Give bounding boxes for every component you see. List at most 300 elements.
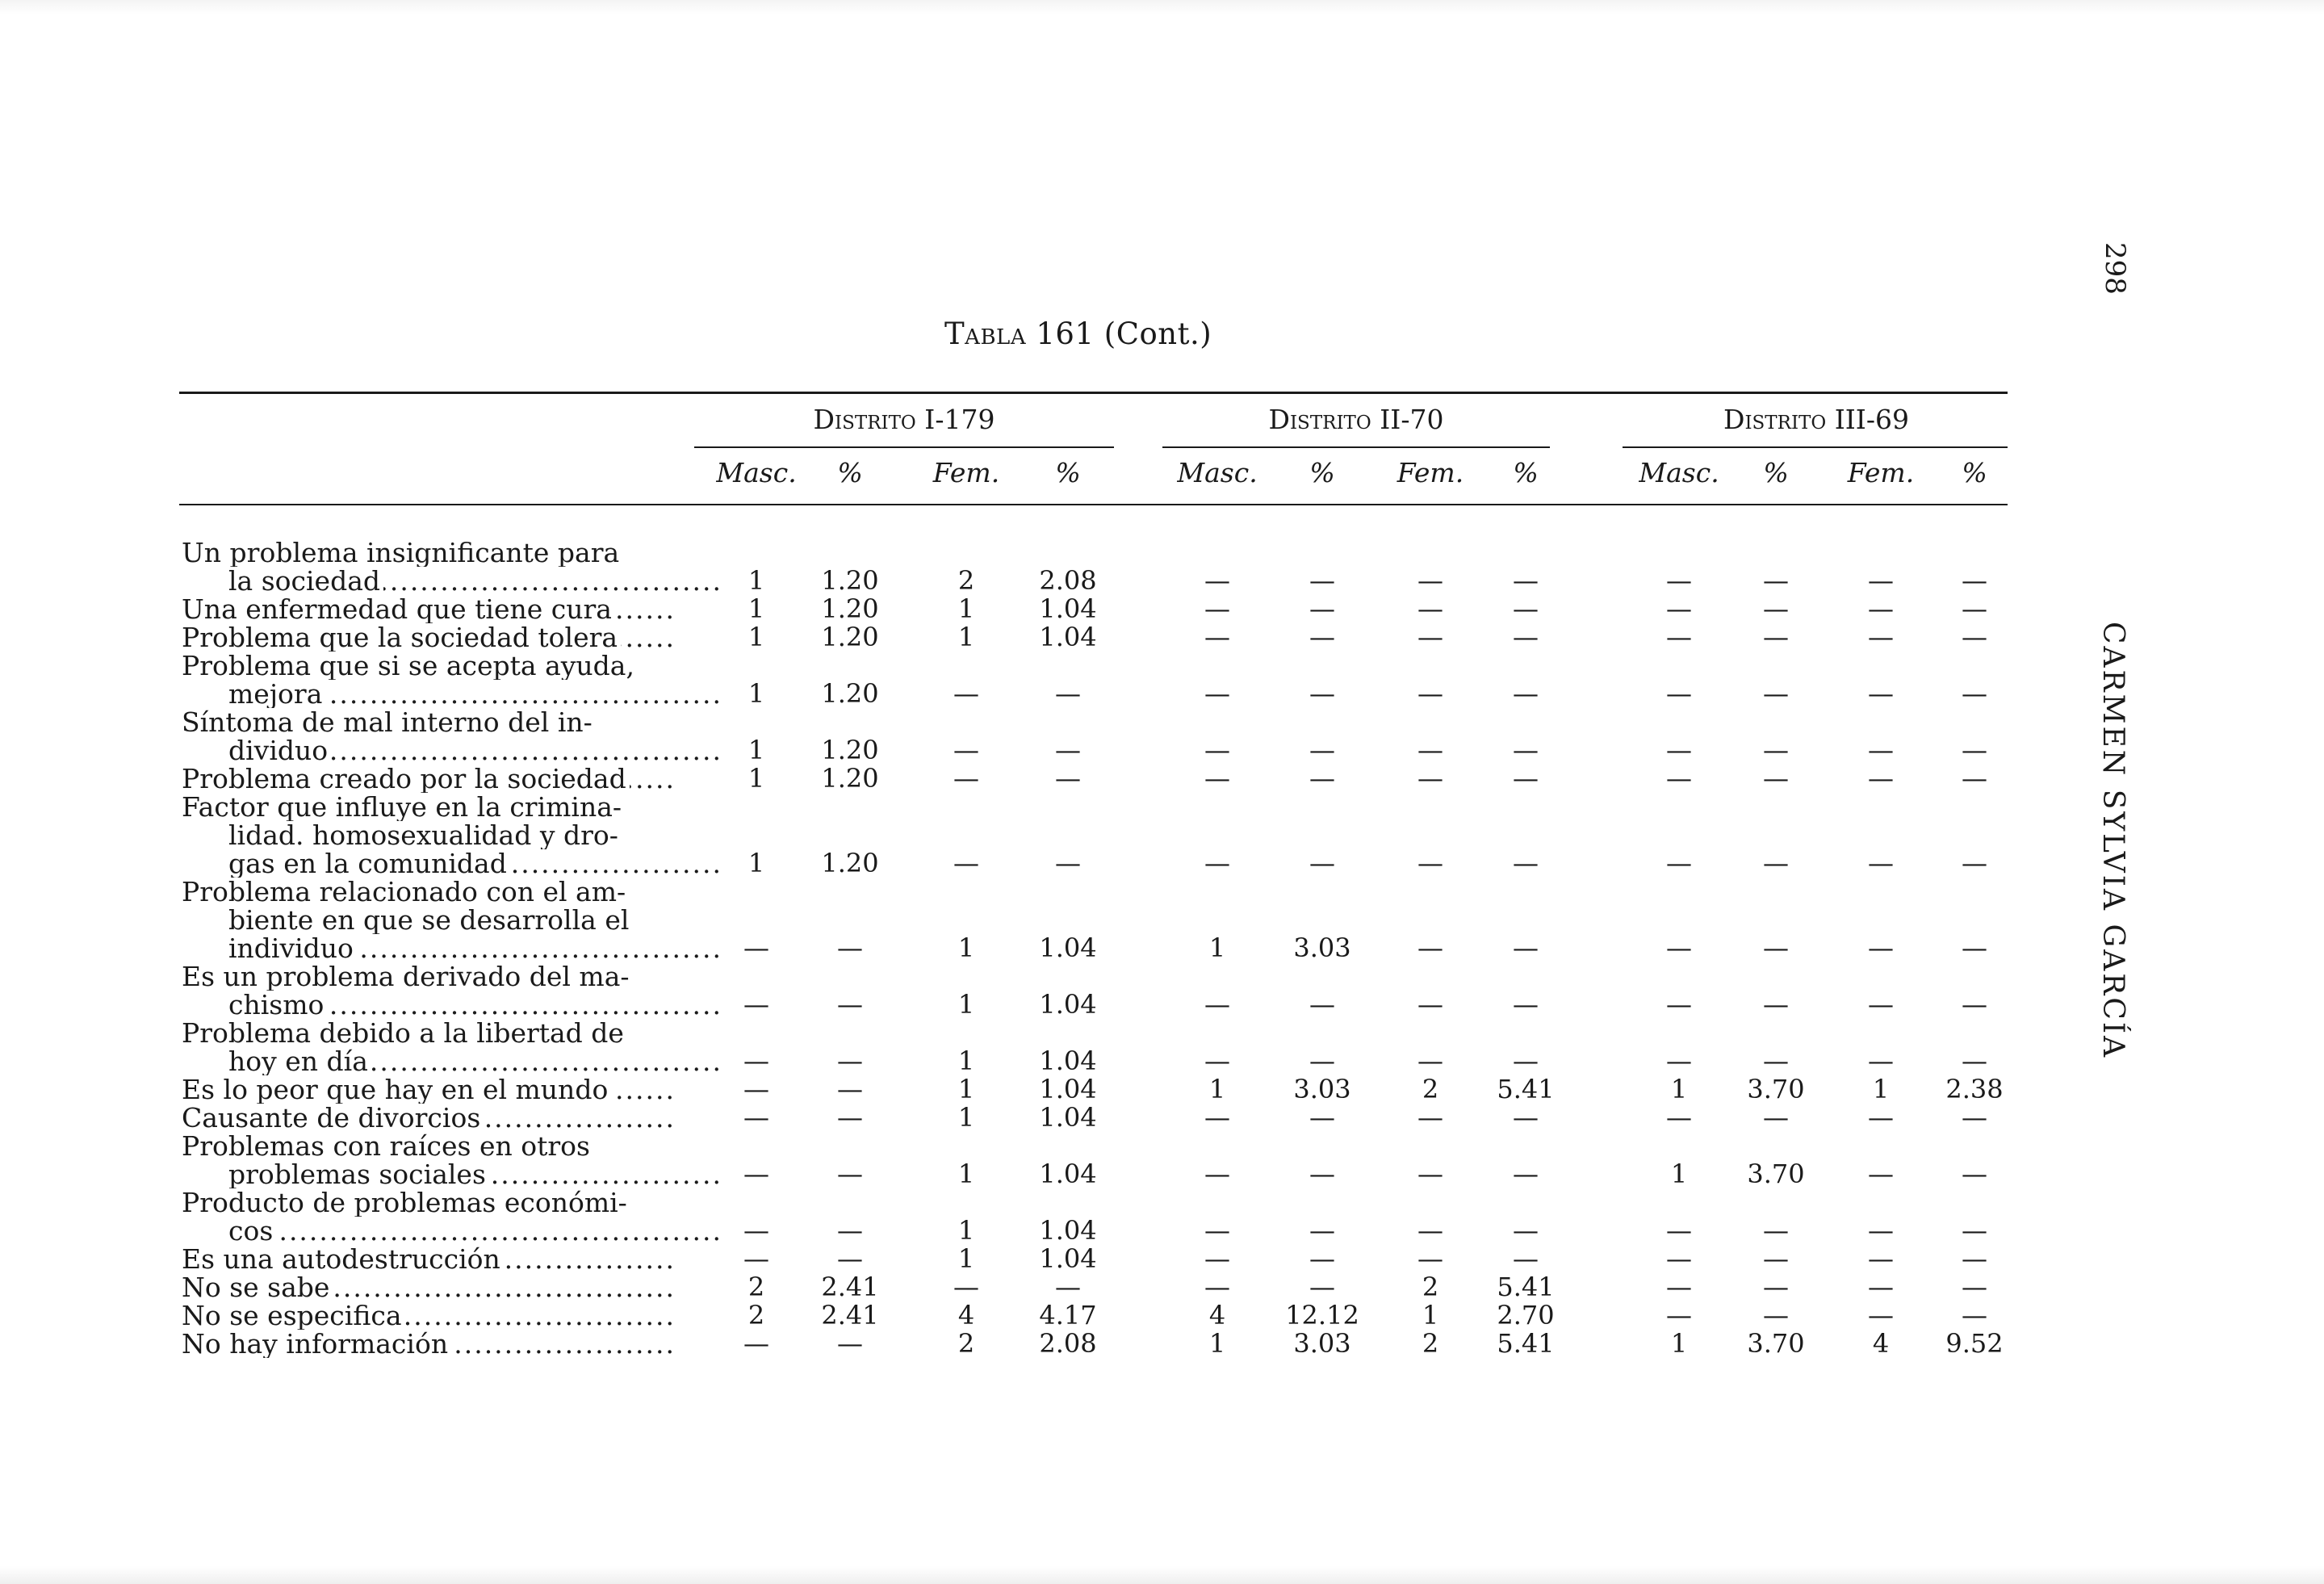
table-cell: — <box>1962 1243 1987 1274</box>
table-cell: — <box>1055 735 1081 765</box>
district-1-header: Distrito I-179 <box>813 404 995 435</box>
row-label-line <box>228 849 725 878</box>
table-cell: 1.20 <box>821 593 879 624</box>
table-cell: 4 <box>1872 1328 1890 1359</box>
table-cell: — <box>1204 622 1230 652</box>
table-cell: — <box>1417 1102 1443 1133</box>
row-label-line <box>228 1160 725 1188</box>
column-subheader: % <box>837 457 863 488</box>
row-label-text: Causante de divorcios <box>182 1104 484 1132</box>
table-cell: — <box>1309 763 1335 794</box>
table-cell: — <box>837 1074 863 1104</box>
table-cell: — <box>1666 1046 1692 1076</box>
header-bottom-rule <box>179 504 2008 505</box>
table-cell: — <box>1962 622 1987 652</box>
table-cell: — <box>1868 565 1894 596</box>
table-cell: — <box>1763 1102 1789 1133</box>
table-cell: — <box>1204 1046 1230 1076</box>
table-cell: — <box>837 1328 863 1359</box>
table-cell: — <box>743 1243 769 1274</box>
table-cell: 1 <box>747 763 765 794</box>
table-cell: — <box>1309 1243 1335 1274</box>
table-cell: — <box>1962 735 1987 765</box>
table-cell: — <box>1204 989 1230 1020</box>
table-cell: 1 <box>747 848 765 878</box>
table-cell: — <box>1666 1300 1692 1330</box>
row-label-line <box>182 1132 678 1160</box>
table-cell: — <box>1513 622 1539 652</box>
table-cell: — <box>1868 1300 1894 1330</box>
table-cell: — <box>1962 678 1987 709</box>
table-cell: — <box>1417 1215 1443 1246</box>
table-cell: 1.20 <box>821 565 879 596</box>
table-cell: — <box>1513 1215 1539 1246</box>
row-label-text: Una enfermedad que tiene cura <box>182 595 615 623</box>
table-cell: 1 <box>1422 1300 1439 1330</box>
table-cell: 2 <box>747 1300 765 1330</box>
table-cell: — <box>953 735 979 765</box>
table-cell: 9.52 <box>1945 1328 2004 1359</box>
row-label-text: Factor que influye en la crimina- <box>182 793 625 821</box>
table-cell: — <box>1962 989 1987 1020</box>
row-label-text: Es una autodestrucción <box>182 1245 504 1273</box>
table-cell: — <box>1666 989 1692 1020</box>
district-2-header: Distrito II-70 <box>1268 404 1444 435</box>
table-cell: — <box>1763 565 1789 596</box>
page-number: 298 <box>2099 242 2131 295</box>
table-cell: — <box>1055 848 1081 878</box>
scan-bottom-edge <box>0 1566 2324 1584</box>
row-label-text: dividuo <box>228 736 331 765</box>
table-cell: — <box>1204 1243 1230 1274</box>
table-cell: 1 <box>957 932 975 963</box>
row-label-text: No hay información <box>182 1330 451 1358</box>
table-cell: — <box>743 1215 769 1246</box>
table-cell: 2 <box>1422 1272 1439 1302</box>
table-top-rule <box>179 392 2008 394</box>
table-cell: — <box>1666 593 1692 624</box>
table-cell: — <box>1417 1046 1443 1076</box>
table-cell: 1.04 <box>1039 622 1097 652</box>
table-cell: — <box>1962 593 1987 624</box>
row-label-line <box>182 765 678 793</box>
table-cell: — <box>1868 593 1894 624</box>
table-cell: — <box>1868 1243 1894 1274</box>
row-label-line <box>228 1217 725 1245</box>
table-cell: — <box>1204 565 1230 596</box>
table-cell: — <box>1309 1272 1335 1302</box>
row-label-text: No se sabe <box>182 1273 333 1301</box>
row-label-line <box>182 623 678 652</box>
district-3-rule <box>1623 446 2008 448</box>
table-cell: — <box>1868 763 1894 794</box>
table-cell: — <box>1763 989 1789 1020</box>
table-cell: 2.41 <box>821 1300 879 1330</box>
table-cell: — <box>1666 678 1692 709</box>
row-label-line <box>182 1245 678 1273</box>
table-cell: — <box>1962 1272 1987 1302</box>
row-label-text: Problema relacionado con el am- <box>182 878 629 906</box>
table-cell: 2.70 <box>1497 1300 1555 1330</box>
row-label-text: gas en la comunidad <box>228 849 510 878</box>
table-cell: — <box>1868 1159 1894 1189</box>
table-cell: — <box>1309 735 1335 765</box>
table-cell: — <box>1868 1272 1894 1302</box>
row-label-line <box>182 1330 678 1358</box>
table-cell: 1 <box>957 1074 975 1104</box>
table-cell: — <box>1309 565 1335 596</box>
row-label-line <box>228 991 725 1019</box>
row-label-text: Problema debido a la libertad de <box>182 1019 627 1047</box>
table-cell: — <box>1055 678 1081 709</box>
table-cell: — <box>1417 989 1443 1020</box>
table-cell: — <box>1309 1159 1335 1189</box>
row-label-line <box>182 595 678 623</box>
row-label-text: Problema que la sociedad tolera <box>182 623 621 652</box>
district-1-rule <box>694 446 1114 448</box>
row-label-line <box>182 1104 678 1132</box>
table-cell: — <box>1417 763 1443 794</box>
row-label-text: hoy en día <box>228 1047 371 1075</box>
table-cell: 1 <box>747 735 765 765</box>
column-subheader: % <box>1055 457 1081 488</box>
table-cell: — <box>1309 1215 1335 1246</box>
table-cell: — <box>1868 735 1894 765</box>
table-cell: — <box>1309 1102 1335 1133</box>
table-cell: — <box>1868 848 1894 878</box>
table-cell: — <box>1763 1300 1789 1330</box>
column-subheader: % <box>1309 457 1335 488</box>
scan-top-edge <box>0 0 2324 15</box>
row-label-text: problemas sociales <box>228 1160 489 1188</box>
table-cell: 3.03 <box>1293 932 1351 963</box>
table-cell: — <box>1417 622 1443 652</box>
table-cell: 1.20 <box>821 678 879 709</box>
table-cell: 1.20 <box>821 763 879 794</box>
table-cell: 5.41 <box>1497 1272 1555 1302</box>
column-subheader: % <box>1513 457 1539 488</box>
table-cell: — <box>1417 1159 1443 1189</box>
row-label-line <box>228 821 725 849</box>
table-cell: — <box>1417 678 1443 709</box>
table-cell: — <box>1763 1272 1789 1302</box>
table-cell: — <box>837 1046 863 1076</box>
district-2-rule <box>1162 446 1550 448</box>
table-cell: 3.03 <box>1293 1328 1351 1359</box>
table-cell: 4.17 <box>1039 1300 1097 1330</box>
table-cell: 1 <box>747 622 765 652</box>
column-subheader: % <box>1763 457 1789 488</box>
table-cell: — <box>1309 848 1335 878</box>
table-cell: — <box>1962 565 1987 596</box>
table-cell: — <box>953 678 979 709</box>
table-cell: — <box>837 1215 863 1246</box>
table-cell: — <box>1868 622 1894 652</box>
table-cell: — <box>1763 735 1789 765</box>
table-cell: 5.41 <box>1497 1328 1555 1359</box>
table-cell: — <box>1666 565 1692 596</box>
table-cell: — <box>1309 593 1335 624</box>
table-cell: — <box>743 1074 769 1104</box>
column-subheader: Masc. <box>716 457 797 488</box>
district-3-header: Distrito III-69 <box>1723 404 1909 435</box>
table-cell: — <box>1962 1215 1987 1246</box>
table-cell: — <box>1962 1046 1987 1076</box>
row-label-text: la sociedad <box>228 567 383 595</box>
table-cell: — <box>1204 1215 1230 1246</box>
row-label-text: chismo <box>228 991 327 1019</box>
table-title <box>944 316 1212 351</box>
table-cell: — <box>1666 1272 1692 1302</box>
table-cell: 1.04 <box>1039 1159 1097 1189</box>
table-cell: — <box>837 1102 863 1133</box>
table-cell: — <box>1666 763 1692 794</box>
table-cell: — <box>743 932 769 963</box>
table-cell: — <box>837 1159 863 1189</box>
table-cell: 1 <box>957 989 975 1020</box>
row-label-line <box>228 736 725 765</box>
table-cell: 1 <box>1670 1074 1688 1104</box>
table-cell: 2 <box>957 1328 975 1359</box>
table-cell: 1 <box>1208 932 1226 963</box>
table-cell: — <box>1513 735 1539 765</box>
table-cell: 2.41 <box>821 1272 879 1302</box>
table-cell: — <box>1962 1300 1987 1330</box>
table-cell: — <box>1513 1243 1539 1274</box>
column-subheader: Fem. <box>1847 457 1915 488</box>
table-cell: 2 <box>1422 1328 1439 1359</box>
row-label-line <box>182 1019 678 1047</box>
table-cell: 1 <box>957 593 975 624</box>
row-label-text: Es un problema derivado del ma- <box>182 962 633 991</box>
table-cell: 1 <box>1208 1074 1226 1104</box>
table-cell: — <box>1763 1046 1789 1076</box>
row-label-text: mejora <box>228 680 325 708</box>
row-label-text: individuo <box>228 934 357 962</box>
table-cell: 5.41 <box>1497 1074 1555 1104</box>
table-cell: 1.04 <box>1039 1074 1097 1104</box>
row-label-text: Producto de problemas económi- <box>182 1188 630 1217</box>
table-cell: — <box>1055 1272 1081 1302</box>
table-cell: 1.04 <box>1039 1046 1097 1076</box>
table-cell: — <box>1309 1046 1335 1076</box>
table-cell: 1 <box>1670 1328 1688 1359</box>
table-cell: — <box>1204 735 1230 765</box>
table-cell: — <box>1763 932 1789 963</box>
table-cell: 2 <box>957 565 975 596</box>
table-cell: — <box>743 1102 769 1133</box>
table-cell: 12.12 <box>1285 1300 1359 1330</box>
table-cell: — <box>1055 763 1081 794</box>
table-cell: — <box>1417 1243 1443 1274</box>
table-cell: — <box>743 1159 769 1189</box>
table-cell: 4 <box>957 1300 975 1330</box>
row-label-text: lidad. homosexualidad y dro- <box>228 821 622 849</box>
row-label-text: Problema que si se acepta ayuda, <box>182 652 638 680</box>
table-cell: — <box>1513 593 1539 624</box>
table-cell: 1 <box>957 1046 975 1076</box>
column-subheader: Masc. <box>1639 457 1719 488</box>
table-cell: — <box>1763 763 1789 794</box>
table-cell: — <box>837 932 863 963</box>
table-cell: — <box>1666 622 1692 652</box>
table-cell: — <box>1868 1102 1894 1133</box>
table-cell: — <box>1513 848 1539 878</box>
table-cell: — <box>1666 1215 1692 1246</box>
table-cell: — <box>1868 1046 1894 1076</box>
table-cell: 1 <box>957 1243 975 1274</box>
table-cell: 2 <box>747 1272 765 1302</box>
table-cell: — <box>1763 593 1789 624</box>
table-cell: — <box>743 1328 769 1359</box>
table-cell: — <box>953 848 979 878</box>
table-cell: — <box>1417 565 1443 596</box>
table-cell: — <box>1417 593 1443 624</box>
row-label-line <box>182 538 678 567</box>
table-cell: — <box>743 1046 769 1076</box>
table-cell: — <box>1513 763 1539 794</box>
table-title-prefix: Tabla <box>944 316 1027 351</box>
table-cell: — <box>1309 678 1335 709</box>
table-cell: — <box>743 989 769 1020</box>
table-cell: — <box>1962 848 1987 878</box>
table-cell: — <box>1513 932 1539 963</box>
table-cell: — <box>1204 678 1230 709</box>
table-cell: 1.04 <box>1039 989 1097 1020</box>
table-cell: 1 <box>1670 1159 1688 1189</box>
table-cell: 2.08 <box>1039 565 1097 596</box>
table-title-number: 161 (Cont.) <box>1036 316 1212 351</box>
table-cell: — <box>1666 1102 1692 1133</box>
table-cell: — <box>1868 989 1894 1020</box>
table-cell: 1.04 <box>1039 1243 1097 1274</box>
row-label-line <box>182 1075 678 1104</box>
table-cell: 1 <box>957 1102 975 1133</box>
table-cell: 1.04 <box>1039 932 1097 963</box>
running-head: CARMEN SYLVIA GARCÍA <box>2096 622 2129 1060</box>
table-cell: — <box>1204 593 1230 624</box>
row-label-text: Es lo peor que hay en el mundo <box>182 1075 611 1104</box>
table-cell: — <box>1868 678 1894 709</box>
table-cell: — <box>1666 1243 1692 1274</box>
table-cell: — <box>1962 1159 1987 1189</box>
table-cell: — <box>953 763 979 794</box>
table-cell: 1 <box>957 622 975 652</box>
table-cell: 1 <box>957 1215 975 1246</box>
table-cell: — <box>1513 1046 1539 1076</box>
table-cell: — <box>1962 932 1987 963</box>
row-label-text: Un problema insignificante para <box>182 538 622 567</box>
table-cell: — <box>1513 1159 1539 1189</box>
table-cell: — <box>1417 735 1443 765</box>
table-cell: 1.04 <box>1039 1102 1097 1133</box>
row-label-line <box>228 1047 725 1075</box>
table-cell: 2.38 <box>1945 1074 2004 1104</box>
table-cell: — <box>1962 1102 1987 1133</box>
row-label-text: Problema creado por la sociedad <box>182 765 630 793</box>
table-cell: — <box>1513 678 1539 709</box>
row-label-text: Problemas con raíces en otros <box>182 1132 593 1160</box>
table-cell: — <box>837 1243 863 1274</box>
table-cell: 1 <box>1208 1328 1226 1359</box>
row-label-line <box>182 1188 678 1217</box>
table-cell: — <box>1763 622 1789 652</box>
table-cell: 1 <box>747 678 765 709</box>
table-cell: 1.04 <box>1039 593 1097 624</box>
table-cell: 3.70 <box>1747 1328 1805 1359</box>
table-cell: 1.20 <box>821 622 879 652</box>
row-label-line <box>228 567 725 595</box>
row-label-line <box>182 1301 678 1330</box>
table-cell: — <box>1513 565 1539 596</box>
table-cell: — <box>1513 989 1539 1020</box>
column-subheader: Masc. <box>1177 457 1258 488</box>
table-cell: — <box>1666 735 1692 765</box>
row-label-text: biente en que se desarrolla el <box>228 906 632 934</box>
table-cell: — <box>1309 989 1335 1020</box>
table-cell: 2.08 <box>1039 1328 1097 1359</box>
table-cell: — <box>1962 763 1987 794</box>
column-subheader: Fem. <box>1396 457 1464 488</box>
table-cell: 1.04 <box>1039 1215 1097 1246</box>
row-label-line <box>182 878 678 906</box>
table-cell: 2 <box>1422 1074 1439 1104</box>
row-label-line <box>182 962 678 991</box>
table-cell: — <box>1513 1102 1539 1133</box>
table-cell: 3.70 <box>1747 1074 1805 1104</box>
row-label-line <box>182 1273 678 1301</box>
table-cell: — <box>837 989 863 1020</box>
table-cell: — <box>1309 622 1335 652</box>
table-cell: 3.03 <box>1293 1074 1351 1104</box>
table-cell: — <box>1204 848 1230 878</box>
table-cell: — <box>1204 1159 1230 1189</box>
column-subheader: Fem. <box>932 457 1000 488</box>
table-cell: 1.20 <box>821 735 879 765</box>
table-cell: — <box>1417 932 1443 963</box>
table-cell: 1 <box>747 593 765 624</box>
table-cell: — <box>1763 1215 1789 1246</box>
table-cell: 4 <box>1208 1300 1226 1330</box>
table-cell: — <box>1666 932 1692 963</box>
table-cell: — <box>1763 678 1789 709</box>
table-cell: — <box>1868 932 1894 963</box>
table-cell: — <box>953 1272 979 1302</box>
table-cell: — <box>1666 848 1692 878</box>
table-cell: — <box>1204 763 1230 794</box>
table-cell: — <box>1204 1272 1230 1302</box>
row-label-line <box>228 934 725 962</box>
table-cell: 1 <box>747 565 765 596</box>
table-cell: 1 <box>957 1159 975 1189</box>
row-label-line <box>228 680 725 708</box>
table-cell: — <box>1204 1102 1230 1133</box>
table-cell: — <box>1417 848 1443 878</box>
row-label-line <box>182 652 678 680</box>
table-cell: 1 <box>1872 1074 1890 1104</box>
table-cell: 1.20 <box>821 848 879 878</box>
table-cell: — <box>1763 1243 1789 1274</box>
row-label-text: Síntoma de mal interno del in- <box>182 708 596 736</box>
column-subheader: % <box>1962 457 1987 488</box>
row-label-text: cos <box>228 1217 276 1245</box>
table-cell: — <box>1868 1215 1894 1246</box>
table-cell: — <box>1763 848 1789 878</box>
row-label-line <box>228 906 725 934</box>
row-label-line <box>182 793 678 821</box>
row-label-line <box>182 708 678 736</box>
row-label-text: No se especifica <box>182 1301 405 1330</box>
